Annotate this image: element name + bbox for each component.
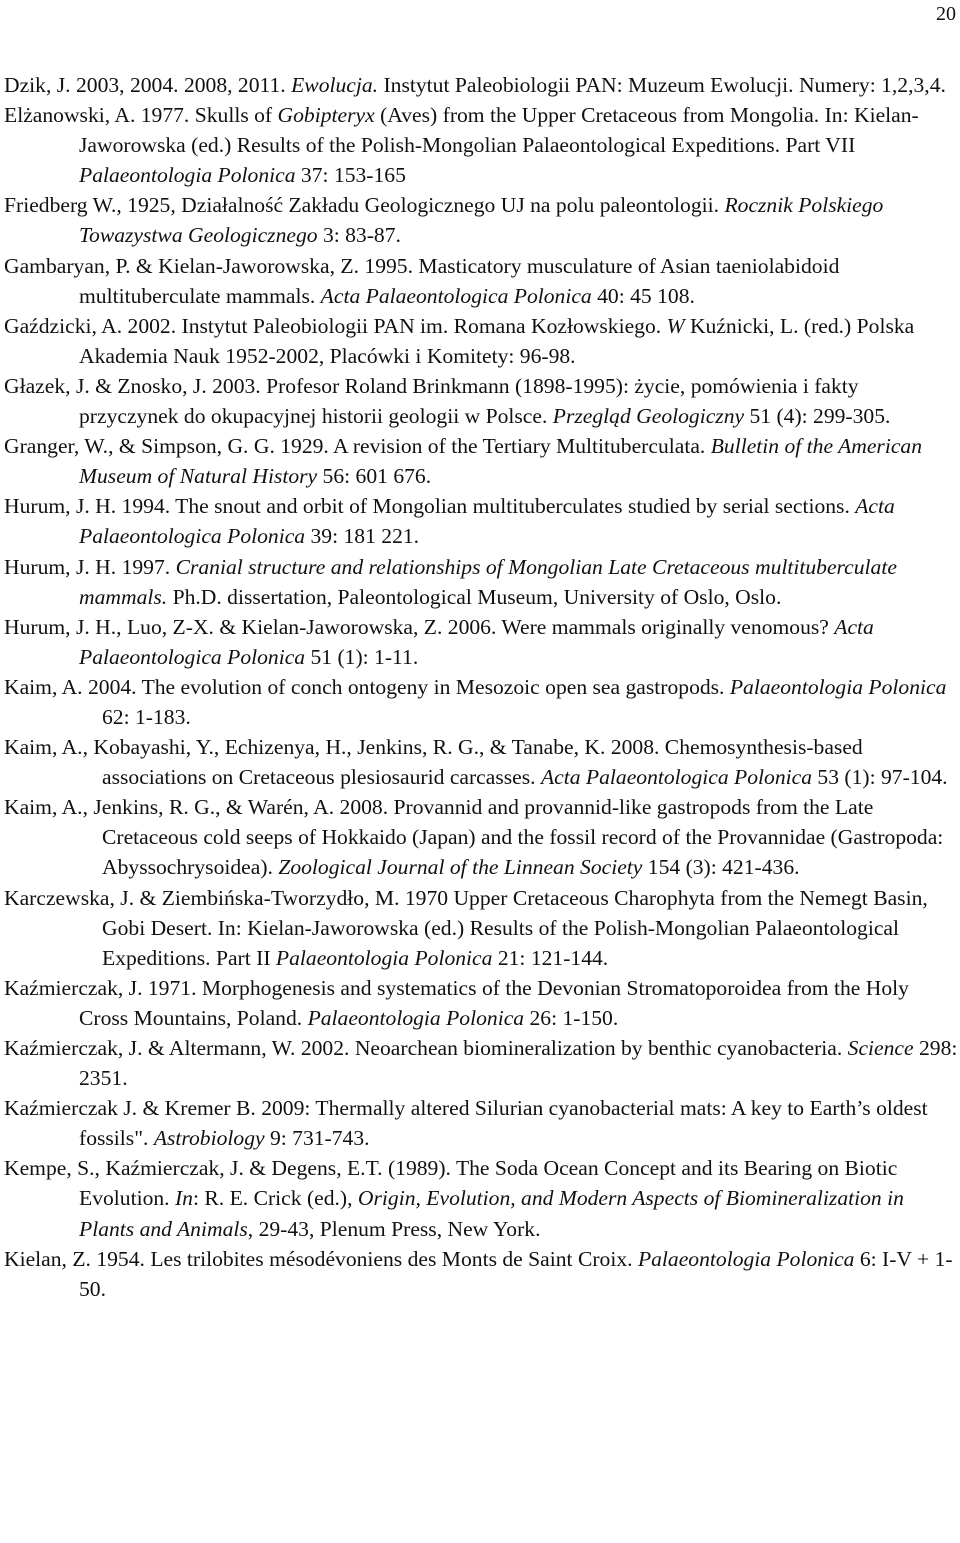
reference-entry	[4, 792, 958, 882]
reference-italic-text: Palaeontologia Polonica	[275, 945, 493, 970]
reference-text: Instytut Paleobiologii PAN: Muzeum Ewolucji. Numery: 1,2,3,4.	[378, 73, 946, 97]
reference-text: , 29-43, Plenum Press, New York.	[247, 1216, 541, 1241]
reference-text: Kuźnicki, L. (red.) Polska Akademia Nauk 1952-2002, Placówki i Komitety: 96-98.	[79, 313, 915, 368]
reference-italic-text: In	[174, 1186, 193, 1211]
reference-italic-text: W	[666, 313, 685, 338]
reference-italic-text: Palaeontologia Polonica	[729, 674, 947, 699]
reference-text: 37: 153-165	[295, 163, 406, 188]
reference-italic-text: Astrobiology	[153, 1126, 265, 1151]
reference-text: Hurum, J. H., Luo, Z-X. & Kielan-Jaworowska, Z. 2006. Were mammals originally venomous?	[4, 614, 835, 639]
reference-text: 53 (1): 97-104.	[812, 765, 948, 790]
reference-text: Dzik, J. 2003, 2004. 2008, 2011.	[4, 73, 292, 97]
reference-text: 62: 1-183.	[102, 704, 191, 729]
reference-italic-text: Palaeontologia Polonica	[307, 1005, 525, 1030]
reference-text: 298: 2351.	[79, 1036, 958, 1091]
reference-italic-text: Ewolucja.	[291, 73, 379, 97]
reference-entry	[4, 973, 958, 1033]
reference-text: Kaźmierczak J. & Kremer B. 2009: Thermally altered Silurian cyanobacterial mats: A key to Earth’s oldest fossils".	[4, 1096, 928, 1151]
reference-text: Hurum, J. H. 1997.	[4, 554, 176, 579]
reference-entry	[4, 431, 958, 491]
reference-italic-text: Zoological Journal of the Linnean Society	[278, 855, 643, 880]
reference-entry	[4, 491, 958, 551]
reference-text: Ph.D. dissertation, Paleontological Museum, University of Oslo, Oslo.	[167, 584, 782, 609]
reference-text: 9: 731-743.	[264, 1126, 370, 1151]
reference-entry	[4, 190, 958, 250]
reference-italic-text: Palaeontologia Polonica	[637, 1246, 855, 1271]
reference-entry	[4, 371, 958, 431]
reference-text: Gambaryan, P. & Kielan-Jaworowska, Z. 1995. Masticatory musculature of Asian taeniolabidoid multituberculate mammals.	[4, 253, 840, 308]
reference-text: 26: 1-150.	[524, 1005, 619, 1030]
reference-entry	[4, 612, 958, 672]
reference-italic-text: Palaeontologia Polonica	[79, 163, 296, 188]
reference-text: Kaim, A. 2004. The evolution of conch ontogeny in Mesozoic open sea gastropods.	[4, 674, 730, 699]
reference-entry	[4, 552, 958, 612]
reference-text: 51 (1): 1-11.	[305, 644, 419, 669]
reference-text: Kaim, A., Jenkins, R. G., & Warén, A. 2008. Provannid and provannid-like gastropods from the Late Cretaceous cold seeps of Hokkaido (Japan) and the fossil record of the Provannidae (Gastropoda: Abyssochrysoidea).	[4, 795, 944, 880]
reference-entry	[4, 732, 958, 792]
reference-text: 56: 601 676.	[317, 464, 432, 489]
reference-italic-text: Bulletin of the American Museum of Natural History	[79, 434, 923, 489]
reference-text: 40: 45 108.	[591, 283, 695, 308]
reference-entry	[4, 70, 958, 100]
reference-italic-text: Origin, Evolution, and Modern Aspects of Biomineralization in Plants and Animals	[79, 1186, 904, 1241]
reference-italic-text: Acta Palaeontologica Polonica	[320, 283, 592, 308]
reference-italic-text: Science	[847, 1036, 914, 1060]
reference-text: Kempe, S., Kaźmierczak, J. & Degens, E.T. (1989). The Soda Ocean Concept and its Bearing on Biotic Evolution.	[4, 1156, 898, 1211]
reference-text: Kaim, A., Kobayashi, Y., Echizenya, H., Jenkins, R. G., & Tanabe, K. 2008. Chemosynthesis-based associations on Cretaceous plesiosaurid carcasses.	[4, 735, 863, 790]
reference-text: Friedberg W., 1925, Działalność Zakładu Geologicznego UJ na polu paleontologii.	[4, 193, 725, 218]
reference-text: 39: 181 221.	[305, 524, 420, 549]
reference-italic-text: Gobipteryx	[277, 103, 375, 128]
reference-text: (Aves) from the Upper Cretaceous from Mongolia. In: Kielan-Jaworowska (ed.) Results of the Polish-Mongolian Palaeontological Expeditions. Part VII	[79, 103, 919, 158]
reference-text: Karczewska, J. & Ziembińska-Tworzydło, M. 1970 Upper Cretaceous Charophyta from the Nemegt Basin, Gobi Desert. In: Kielan-Jaworowska (ed.) Results of the Polish-Mongolian Palaeontological Expeditions. Part II	[4, 885, 928, 970]
reference-text: 154 (3): 421-436.	[642, 855, 800, 880]
reference-text: Hurum, J. H. 1994. The snout and orbit of Mongolian multituberculates studied by serial sections.	[4, 494, 856, 519]
reference-entry	[4, 1033, 958, 1093]
reference-italic-text: Acta Palaeontologica Polonica	[79, 614, 874, 669]
reference-text: Kielan, Z. 1954. Les trilobites mésodévoniens des Monts de Saint Croix.	[4, 1246, 638, 1271]
reference-italic-text: Rocznik Polskiego Towazystwa Geologicznego	[79, 193, 884, 248]
reference-text: Kaźmierczak, J. 1971. Morphogenesis and systematics of the Devonian Stromatoporoidea from the Holy Cross Mountains, Poland.	[4, 975, 909, 1030]
reference-entry	[4, 1244, 958, 1304]
reference-entry	[4, 100, 958, 190]
reference-text: Elżanowski, A. 1977. Skulls of	[4, 103, 278, 128]
reference-entry	[4, 1153, 958, 1243]
reference-entry	[4, 251, 958, 311]
reference-list	[4, 70, 958, 1304]
reference-text: 3: 83-87.	[317, 223, 401, 248]
reference-entry	[4, 311, 958, 371]
reference-text: : R. E. Crick (ed.),	[192, 1186, 358, 1211]
reference-text: 21: 121-144.	[492, 945, 609, 970]
reference-italic-text: Cranial structure and relationships of Mongolian Late Cretaceous multituberculate mammals.	[79, 554, 897, 609]
reference-text: 51 (4): 299-305.	[744, 404, 891, 429]
reference-entry	[4, 672, 958, 732]
reference-entry	[4, 883, 958, 973]
reference-text: Kaźmierczak, J. & Altermann, W. 2002. Neoarchean biomineralization by benthic cyanobacteria.	[4, 1036, 848, 1060]
page-number: 20	[936, 3, 956, 25]
reference-italic-text: Przegląd Geologiczny	[552, 404, 745, 429]
reference-text: Głazek, J. & Znosko, J. 2003. Profesor Roland Brinkmann (1898-1995): życie, pomówienia i fakty przyczynek do okupacyjnej historii geologii w Polsce.	[4, 373, 859, 429]
reference-text: 6: I-V + 1-50.	[79, 1246, 953, 1301]
reference-text: Gaździcki, A. 2002. Instytut Paleobiologii PAN im. Romana Kozłowskiego.	[4, 313, 667, 338]
reference-entry	[4, 1093, 958, 1153]
reference-text: Granger, W., & Simpson, G. G. 1929. A revision of the Tertiary Multituberculata.	[4, 434, 711, 459]
reference-italic-text: Acta Palaeontologica Polonica	[540, 765, 813, 790]
reference-italic-text: Acta Palaeontologica Polonica	[79, 494, 895, 549]
